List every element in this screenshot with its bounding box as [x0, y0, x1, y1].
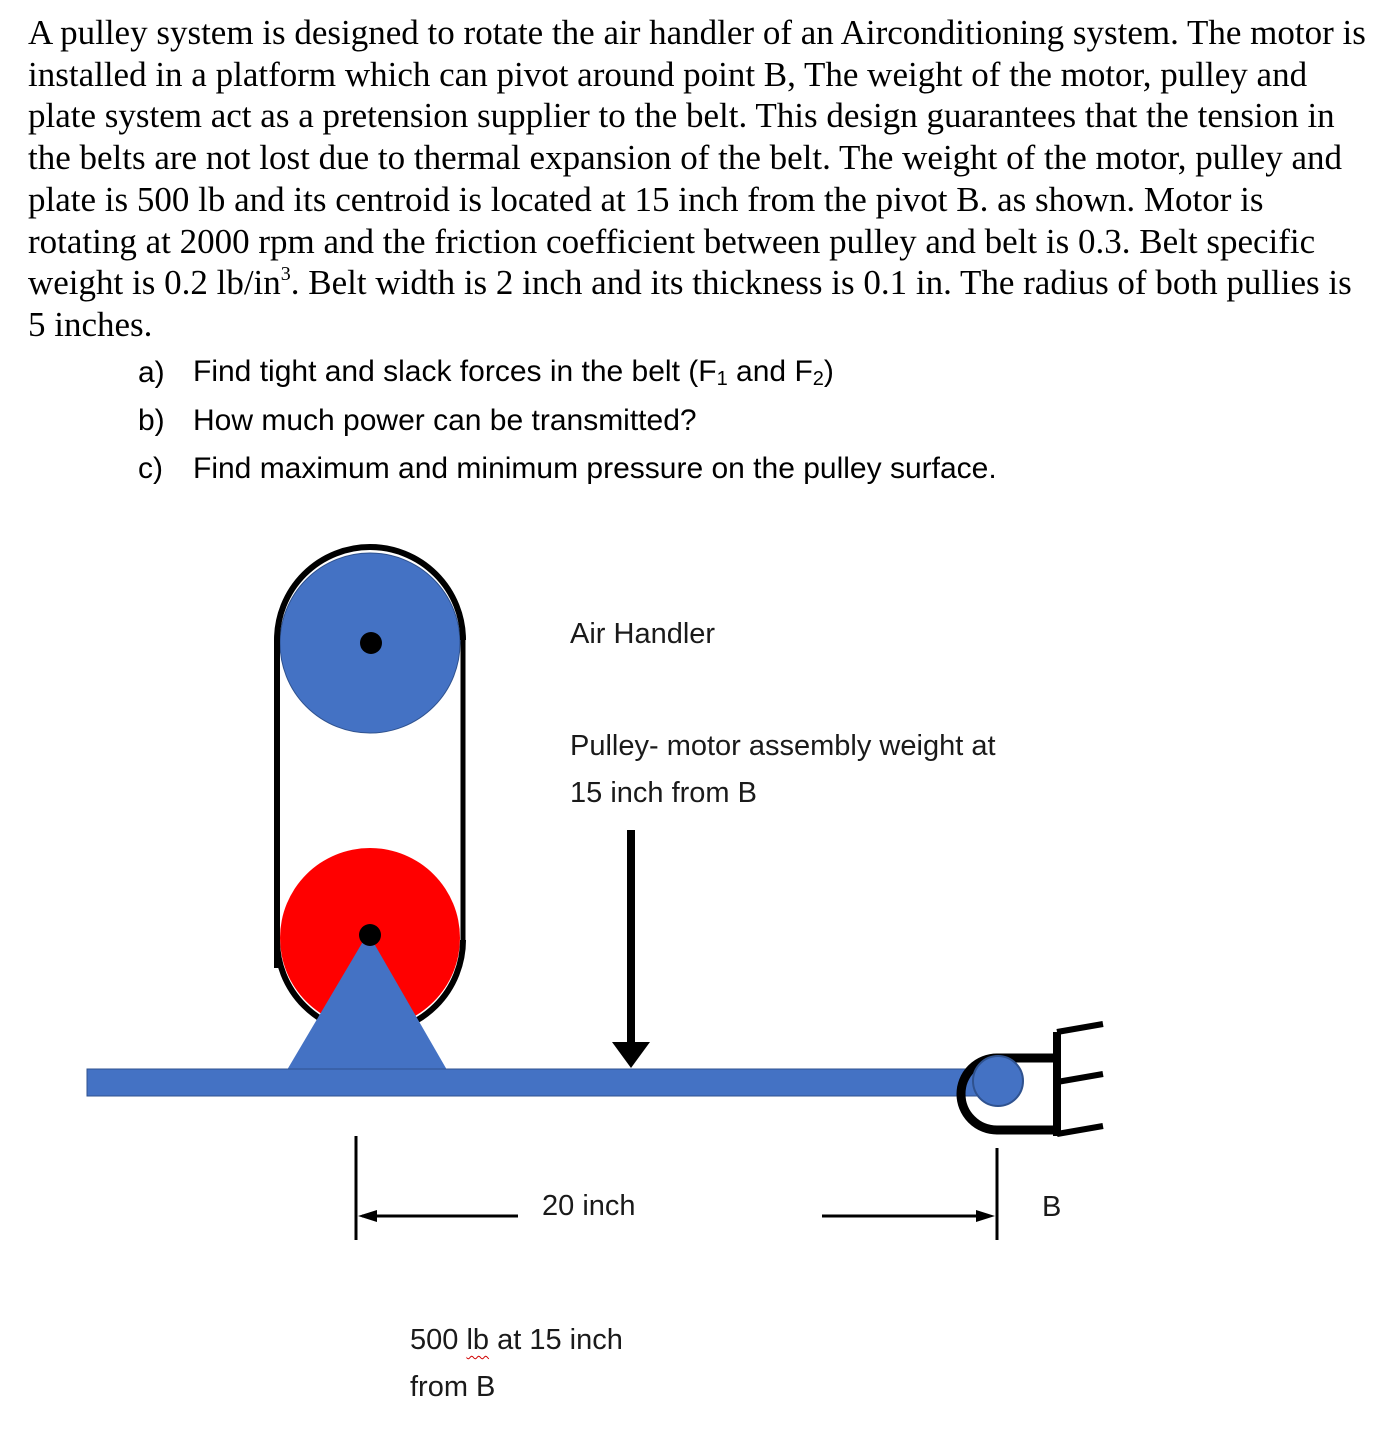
question-list [138, 349, 997, 493]
weight-label-line2: from B [410, 1371, 496, 1403]
air-handler-label: Air Handler [570, 618, 716, 650]
weight-prefix: 500 [410, 1324, 467, 1356]
exponent: 3 [280, 263, 291, 286]
problem-text-end: . Belt width is 2 inch and its thickness is 0.1 in. The radius of both pullies is 5 inches. [28, 263, 1352, 344]
pivot-pin [973, 1056, 1023, 1106]
weight-label-line1 [410, 1317, 623, 1364]
assembly-weight-label-line2: 15 inch from B [570, 777, 757, 809]
problem-statement [28, 12, 1368, 346]
pivot-label: B [1042, 1191, 1062, 1223]
dimension-label: 20 inch [542, 1190, 636, 1222]
platform [87, 1069, 987, 1096]
subscript-1: 1 [716, 368, 728, 390]
dimension-arrowhead-right [976, 1210, 995, 1222]
question-a-text-3: ) [823, 355, 834, 388]
dimension-arrowhead-left [358, 1210, 377, 1222]
ground-hatch-2 [1057, 1074, 1103, 1082]
question-letter: b) [138, 404, 165, 437]
question-text: How much power can be transmitted? [193, 404, 697, 437]
subscript-2: 2 [812, 368, 824, 390]
ground-hatch-3 [1057, 1126, 1103, 1134]
question-letter: c) [138, 452, 163, 485]
upper-hub [360, 632, 382, 654]
question-text [193, 355, 834, 391]
question-text: Find maximum and minimum pressure on the pulley surface. [193, 452, 997, 485]
problem-text: A pulley system is designed to rotate the air handler of an Airconditioning system. The motor is installed in a platform which can pivot around point B, The weight of the motor, pulley and plate system act as a pretension supplier to the belt. This design guarantees that the tension in the belts are not lost due to thermal expansion of the belt. The weight of the motor, pulley and plate is 500 lb and its centroid is located at 15 inch from the pivot B. as shown. Motor is rotating at 2000 rpm and the friction coefficient between pulley and belt is 0.3. Belt specific weight is 0.2 lb/in [28, 13, 1366, 303]
question-b [138, 397, 997, 445]
question-a [138, 349, 997, 397]
question-letter: a) [138, 356, 165, 389]
question-a-text-1: Find tight and slack forces in the belt (F [193, 355, 717, 388]
ground-hatch-1 [1057, 1024, 1103, 1032]
lower-hub [359, 924, 381, 946]
weight-arrow-head [612, 1042, 650, 1068]
assembly-weight-label-line1: Pulley- motor assembly weight at [570, 730, 996, 762]
pulley-diagram [0, 520, 1384, 1448]
question-c [138, 445, 997, 493]
weight-suffix: at 15 inch [489, 1324, 623, 1356]
problem-paragraph [28, 12, 1368, 346]
weight-unit: lb [466, 1324, 490, 1356]
question-a-text-2: and F [727, 355, 813, 388]
